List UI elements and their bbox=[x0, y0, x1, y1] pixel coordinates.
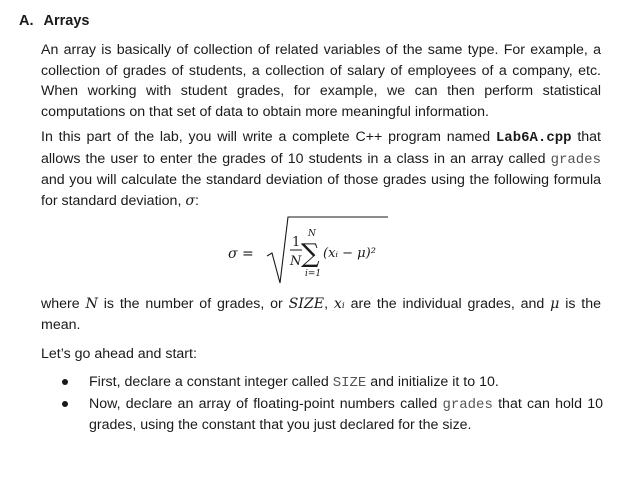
task-text-1: In this part of the lab, you will write a complete C++ program named bbox=[41, 129, 496, 145]
section-heading bbox=[19, 11, 89, 32]
array-name: grades bbox=[550, 151, 601, 168]
sigma-symbol: σ bbox=[185, 192, 196, 209]
bullet-2-code: grades bbox=[442, 396, 493, 413]
bullet-icon bbox=[62, 379, 68, 385]
vars-text-3: , bbox=[324, 296, 334, 312]
task-text-2: that allows the user to enter the grades of 10 students in a class in an array called bbox=[41, 129, 601, 167]
list-item bbox=[58, 394, 603, 436]
vars-text-2: is the number of grades, or bbox=[97, 296, 289, 312]
var-mu: μ bbox=[550, 296, 560, 312]
bullet-2-text-1: Now, declare an array of floating-point numbers called bbox=[89, 395, 443, 412]
sum-symbol: ∑ bbox=[301, 239, 320, 269]
intro-paragraph: An array is basically of collection of related variables of the same type. For example, a collection of grades of students, a collection of salary of employees of a company, etc. When working with student grades, for example, we can then perform statistical computations on that set of data to obtain more meaningful information. bbox=[41, 42, 601, 120]
var-SIZE: SIZE bbox=[288, 296, 325, 312]
bullet-2-text-2: that can hold 10 grades, using the constant that you just declared for the size. bbox=[89, 395, 603, 433]
vars-text-5: is the mean. bbox=[41, 296, 602, 333]
formula-term: (xᵢ − μ)² bbox=[323, 246, 376, 261]
section-letter: A. bbox=[19, 13, 34, 29]
sum-lower-limit: i=1 bbox=[305, 269, 322, 279]
vars-text-1: where bbox=[41, 296, 86, 312]
formula-denominator: N bbox=[290, 254, 302, 269]
bullet-icon bbox=[62, 401, 68, 407]
task-text-4: : bbox=[195, 192, 199, 209]
bullet-1-text-2: and initialize it to 10. bbox=[366, 374, 499, 390]
std-dev-formula bbox=[228, 213, 403, 288]
formula-lhs: σ = bbox=[228, 246, 254, 262]
formula-numerator: 1 bbox=[292, 235, 301, 250]
var-xi: xᵢ bbox=[333, 296, 345, 312]
sum-upper-limit: N bbox=[308, 229, 316, 239]
section-title: Arrays bbox=[43, 13, 90, 29]
var-N: N bbox=[85, 296, 98, 312]
task-text-3: and you will calculate the standard deviation of those grades using the following formula for standard deviation, bbox=[41, 172, 601, 209]
variables-paragraph bbox=[41, 294, 601, 335]
filename: Lab6A.cpp bbox=[495, 130, 572, 146]
start-paragraph: Let’s go ahead and start: bbox=[41, 346, 197, 362]
bullet-1-text-1: First, declare a constant integer called bbox=[89, 374, 333, 390]
bullet-1-code: SIZE bbox=[332, 375, 367, 391]
vars-text-4: are the individual grades, and bbox=[344, 296, 551, 312]
instruction-list bbox=[58, 372, 603, 436]
task-paragraph bbox=[41, 127, 601, 211]
list-item bbox=[58, 372, 603, 394]
